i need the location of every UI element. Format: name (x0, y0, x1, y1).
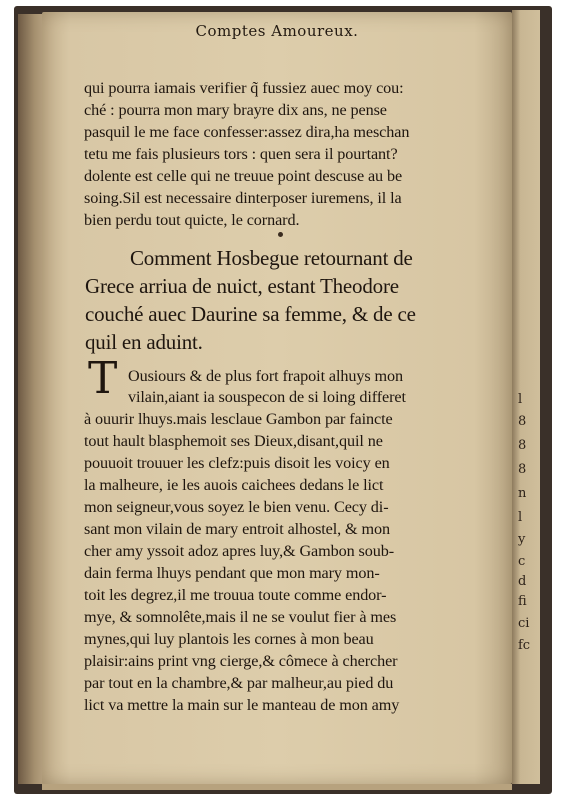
facing-page-fragment: l (518, 392, 523, 407)
text-line: dolente est celle qui ne treuue point descuse au be (84, 167, 403, 185)
text-line: Ousiours & de plus fort frapoit alhuys mon (128, 367, 404, 385)
ink-dot (278, 232, 283, 237)
text-line: tout hault blasphemoit ses Dieux,disant,quil ne (84, 432, 383, 450)
facing-page-edge (512, 10, 540, 784)
text-line: bien perdu tout quicte, le cornard. (84, 211, 300, 229)
chapter-title-line: quil en aduint. (85, 330, 203, 354)
facing-page-fragment: l (518, 510, 523, 525)
text-line: mye, & somnolête,mais il ne se voulut fier à mes (84, 608, 397, 626)
facing-page-fragment: d (518, 574, 527, 589)
drop-cap: T (88, 353, 118, 404)
text-line: soing.Sil est necessaire dinterposer iuremens, il la (84, 189, 402, 207)
text-line: toit les degrez,il me trouua toute comme endor- (84, 586, 387, 604)
text-line: sant mon vilain de mary entroit alhostel, & mon (84, 520, 390, 538)
facing-page-fragment: 8 (518, 462, 527, 477)
text-line: lict va mettre la main sur le manteau de mon amy (84, 696, 400, 714)
text-line: plaisir:ains print vng cierge,& cômece à chercher (84, 652, 398, 670)
text-line: mynes,qui luy plantois les cornes à mon beau (84, 630, 374, 648)
text-line: qui pourra iamais verifier q̃ fussiez auec moy cou: (84, 79, 404, 97)
page-bottom-edge (42, 784, 512, 790)
facing-page-fragment: c (518, 554, 526, 569)
chapter-title-line: Comment Hosbegue retournant de (130, 246, 413, 270)
facing-page-fragment: fc (518, 638, 531, 653)
text-line: à ouurir lhuys.mais lesclaue Gambon par faincte (84, 410, 393, 428)
facing-page-fragment: ci (518, 616, 530, 631)
facing-page-fragment: y (518, 532, 526, 547)
text-line: dain ferma lhuys pendant que mon mary mon- (84, 564, 380, 582)
text-line: cher amy yssoit adoz apres luy,& Gambon soub- (84, 542, 395, 560)
chapter-title-line: Grece arriua de nuict, estant Theodore (85, 274, 399, 298)
text-line: vilain,aiant ia souspecon de si loing differet (128, 388, 406, 406)
text-line: par tout en la chambre,& par malheur,au pied du (84, 674, 394, 692)
facing-page-fragment: 8 (518, 438, 527, 453)
facing-page-fragment: 8 (518, 414, 527, 429)
text-line: ché : pourra mon mary brayre dix ans, ne pense (84, 101, 387, 119)
chapter-title-line: couché auec Daurine sa femme, & de ce (85, 302, 416, 326)
text-line: pasquil le me face confesser:assez dira,ha meschan (84, 123, 410, 141)
facing-page-fragment: n (518, 486, 527, 501)
text-line: tetu me fais plusieurs tors : quen sera il pourtant? (84, 145, 398, 163)
running-header: Comptes Amoureux. (195, 22, 359, 40)
text-line: mon seigneur,vous soyez le bien venu. Cecy di- (84, 498, 389, 516)
facing-page-fragment: fi (518, 594, 527, 609)
text-line: pouuoit trouuer les clefz:puis disoit les voicy en (84, 454, 390, 472)
text-line: la malheure, ie les auois caichees dedans le lict (84, 476, 384, 494)
